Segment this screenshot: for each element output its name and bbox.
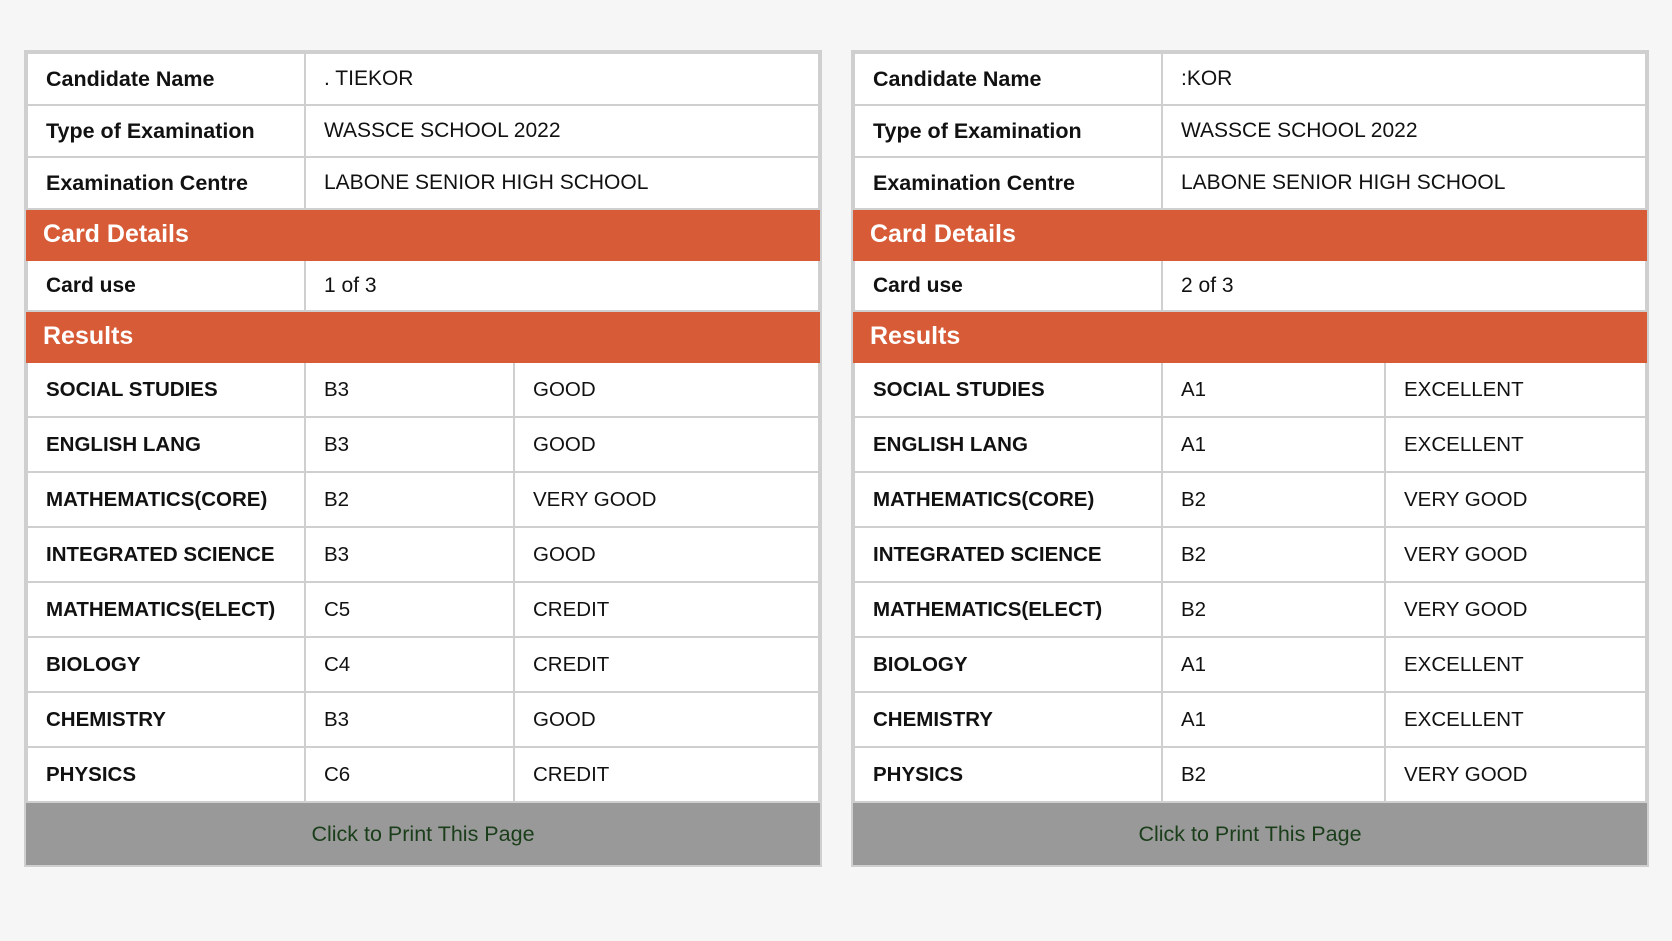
subject-remark: VERY GOOD [1385, 747, 1646, 802]
subject-name: INTEGRATED SCIENCE [27, 527, 305, 582]
result-row [854, 362, 1646, 417]
exam-centre-label: Examination Centre [854, 157, 1162, 209]
subject-remark: EXCELLENT [1385, 692, 1646, 747]
card-details-title: Card Details [27, 209, 819, 260]
subject-remark: EXCELLENT [1385, 362, 1646, 417]
subject-name: SOCIAL STUDIES [854, 362, 1162, 417]
subject-grade: B2 [1162, 582, 1385, 637]
results-title: Results [854, 311, 1646, 362]
subject-remark: GOOD [514, 527, 819, 582]
candidate-name-row [27, 53, 819, 105]
exam-type-row [27, 105, 819, 157]
subject-remark: GOOD [514, 417, 819, 472]
subject-remark: EXCELLENT [1385, 637, 1646, 692]
candidate-name-value: . TIEKOR [305, 53, 819, 105]
subject-name: ENGLISH LANG [854, 417, 1162, 472]
result-row [854, 692, 1646, 747]
card-use-label: Card use [27, 260, 305, 311]
exam-type-label: Type of Examination [854, 105, 1162, 157]
card-use-row [854, 260, 1646, 311]
subject-grade: A1 [1162, 692, 1385, 747]
subject-grade: B2 [305, 472, 514, 527]
exam-centre-row [854, 157, 1646, 209]
subject-name: MATHEMATICS(CORE) [27, 472, 305, 527]
subject-remark: VERY GOOD [1385, 472, 1646, 527]
card-use-value: 1 of 3 [305, 260, 819, 311]
candidate-info-table [26, 52, 820, 803]
result-row [27, 747, 819, 802]
exam-type-label: Type of Examination [27, 105, 305, 157]
subject-grade: A1 [1162, 417, 1385, 472]
result-card-2 [851, 50, 1649, 867]
candidate-name-row [854, 53, 1646, 105]
subject-grade: B2 [1162, 747, 1385, 802]
subject-name: INTEGRATED SCIENCE [854, 527, 1162, 582]
subject-name: BIOLOGY [854, 637, 1162, 692]
subject-name: PHYSICS [27, 747, 305, 802]
subject-grade: C6 [305, 747, 514, 802]
print-page-label[interactable]: Click to Print This Page [311, 821, 535, 846]
candidate-info-table [853, 52, 1647, 803]
subject-name: MATHEMATICS(CORE) [854, 472, 1162, 527]
result-row [854, 747, 1646, 802]
exam-centre-value: LABONE SENIOR HIGH SCHOOL [305, 157, 819, 209]
subject-grade: C5 [305, 582, 514, 637]
subject-grade: A1 [1162, 362, 1385, 417]
subject-name: PHYSICS [854, 747, 1162, 802]
subject-name: ENGLISH LANG [27, 417, 305, 472]
subject-remark: EXCELLENT [1385, 417, 1646, 472]
subject-remark: GOOD [514, 362, 819, 417]
exam-type-value: WASSCE SCHOOL 2022 [1162, 105, 1646, 157]
subject-grade: B3 [305, 362, 514, 417]
subject-grade: B3 [305, 692, 514, 747]
print-page-button[interactable] [853, 803, 1647, 865]
subject-name: MATHEMATICS(ELECT) [854, 582, 1162, 637]
result-row [854, 527, 1646, 582]
exam-centre-label: Examination Centre [27, 157, 305, 209]
candidate-name-value: :KOR [1162, 53, 1646, 105]
result-row [27, 417, 819, 472]
card-use-row [27, 260, 819, 311]
print-page-button[interactable] [26, 803, 820, 865]
subject-name: MATHEMATICS(ELECT) [27, 582, 305, 637]
result-row [854, 417, 1646, 472]
print-page-label[interactable]: Click to Print This Page [1138, 821, 1362, 846]
results-header [27, 311, 819, 362]
result-row [854, 582, 1646, 637]
results-title: Results [27, 311, 819, 362]
subject-remark: VERY GOOD [1385, 582, 1646, 637]
result-row [27, 582, 819, 637]
result-row [27, 637, 819, 692]
result-row [27, 362, 819, 417]
card-details-header [854, 209, 1646, 260]
subject-remark: VERY GOOD [1385, 527, 1646, 582]
subject-grade: A1 [1162, 637, 1385, 692]
result-card-1 [24, 50, 822, 867]
subject-name: BIOLOGY [27, 637, 305, 692]
subject-name: SOCIAL STUDIES [27, 362, 305, 417]
subject-grade: B2 [1162, 527, 1385, 582]
exam-type-row [854, 105, 1646, 157]
card-use-value: 2 of 3 [1162, 260, 1646, 311]
subject-grade: B3 [305, 417, 514, 472]
candidate-name-label: Candidate Name [854, 53, 1162, 105]
subject-grade: C4 [305, 637, 514, 692]
result-row [854, 637, 1646, 692]
result-row [27, 527, 819, 582]
candidate-name-label: Candidate Name [27, 53, 305, 105]
card-details-title: Card Details [854, 209, 1646, 260]
results-header [854, 311, 1646, 362]
result-row [27, 692, 819, 747]
subject-remark: VERY GOOD [514, 472, 819, 527]
subject-remark: GOOD [514, 692, 819, 747]
exam-centre-value: LABONE SENIOR HIGH SCHOOL [1162, 157, 1646, 209]
exam-centre-row [27, 157, 819, 209]
subject-remark: CREDIT [514, 747, 819, 802]
result-row [27, 472, 819, 527]
subject-remark: CREDIT [514, 582, 819, 637]
card-details-header [27, 209, 819, 260]
exam-type-value: WASSCE SCHOOL 2022 [305, 105, 819, 157]
subject-grade: B3 [305, 527, 514, 582]
result-row [854, 472, 1646, 527]
subject-grade: B2 [1162, 472, 1385, 527]
subject-name: CHEMISTRY [27, 692, 305, 747]
card-use-label: Card use [854, 260, 1162, 311]
subject-name: CHEMISTRY [854, 692, 1162, 747]
subject-remark: CREDIT [514, 637, 819, 692]
